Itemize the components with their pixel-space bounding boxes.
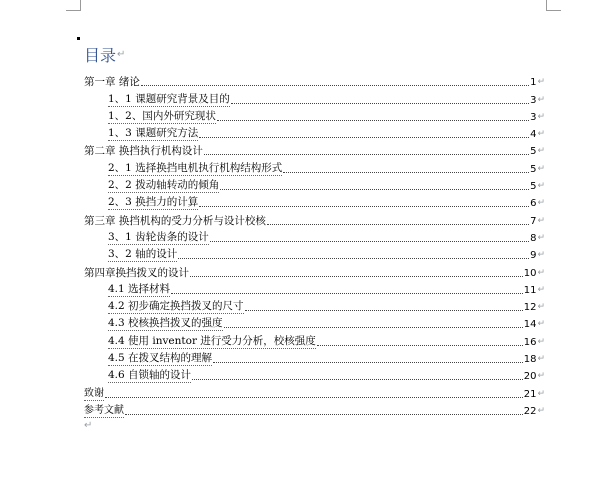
toc-dot-leader: [217, 119, 529, 121]
toc-dot-leader: [283, 171, 529, 173]
toc-dot-leader: [178, 257, 529, 259]
toc-page-number[interactable]: 11: [523, 284, 537, 296]
toc-entry[interactable]: [84, 297, 545, 314]
toc-page-number[interactable]: 22: [523, 405, 537, 417]
toc-page-number[interactable]: 8: [530, 232, 537, 244]
toc-entry-label[interactable]: 4.4 使用 inventor 进行受力分析，校核强度: [108, 334, 316, 347]
toc-dot-leader: [190, 275, 523, 277]
toc-dot-leader: [171, 292, 523, 294]
toc-entry-label[interactable]: 2、2 拨动轴转动的倾角: [108, 179, 220, 192]
toc-dot-leader: [125, 413, 523, 415]
toc-entry-label[interactable]: 2、3 换挡力的计算: [108, 196, 199, 209]
paragraph-mark-icon: ↵: [537, 129, 545, 140]
toc-entry[interactable]: [84, 280, 545, 297]
toc-dot-leader: [192, 378, 523, 380]
toc-entry[interactable]: [84, 245, 545, 262]
toc-entry[interactable]: [84, 366, 545, 383]
toc-page-number[interactable]: 5: [530, 163, 537, 175]
paragraph-mark-icon: ↵: [537, 302, 545, 313]
toc-entry-label[interactable]: 第二章 换挡执行机构设计: [84, 145, 203, 158]
toc-page-number[interactable]: 12: [523, 302, 537, 314]
toc-entry-label[interactable]: 参考文献: [84, 404, 124, 416]
table-of-contents: [84, 72, 545, 418]
toc-page-number[interactable]: 1: [530, 77, 537, 89]
toc-page-number[interactable]: 4: [530, 129, 537, 141]
paragraph-mark-icon: ↵: [537, 198, 545, 209]
paragraph-mark-icon: ↵: [537, 284, 545, 295]
toc-entry-label[interactable]: 致谢: [84, 387, 104, 399]
paragraph-mark-icon: ↵: [117, 48, 126, 60]
toc-page-number[interactable]: 9: [530, 250, 537, 262]
toc-title-row: [84, 42, 125, 66]
paragraph-mark-icon: ↵: [537, 250, 545, 261]
paragraph-mark-icon: ↵: [537, 405, 545, 416]
toc-entry-label[interactable]: 1、2、国内外研究现状: [108, 109, 216, 122]
toc-entry[interactable]: [84, 124, 545, 141]
toc-entry[interactable]: [84, 158, 545, 175]
toc-dot-leader: [199, 205, 529, 207]
toc-page-number[interactable]: 14: [523, 319, 537, 331]
paragraph-mark-icon: ↵: [537, 371, 545, 382]
toc-page-number[interactable]: 21: [523, 388, 537, 400]
margin-corner-top-left: [66, 0, 81, 11]
toc-dot-leader: [231, 102, 529, 104]
toc-entry-label[interactable]: 1、1 课题研究背景及目的: [108, 92, 230, 105]
toc-entry[interactable]: [84, 176, 545, 193]
paragraph-mark-icon: ↵: [537, 336, 545, 347]
paragraph-mark-icon: ↵: [84, 420, 93, 431]
toc-entry-label[interactable]: 4.1 选择材料: [108, 282, 171, 295]
toc-entry[interactable]: [84, 349, 545, 366]
toc-page-number[interactable]: 10: [523, 267, 537, 279]
toc-dot-leader: [245, 309, 523, 311]
toc-page-number[interactable]: 20: [523, 371, 537, 383]
toc-dot-leader: [204, 153, 529, 155]
paragraph-mark-icon: ↵: [537, 163, 545, 174]
toc-entry[interactable]: [84, 141, 545, 158]
toc-page-number[interactable]: 3: [530, 111, 537, 123]
toc-entry[interactable]: [84, 89, 545, 106]
toc-entry-label[interactable]: 1、3 课题研究方法: [108, 127, 199, 140]
paragraph-mark-icon: ↵: [537, 232, 545, 243]
toc-entry-label[interactable]: 4.6 自锁轴的设计: [108, 369, 192, 382]
toc-entry-label[interactable]: 第三章 换挡机构的受力分析与设计校核: [84, 214, 266, 227]
paragraph-mark-icon: ↵: [537, 77, 545, 88]
toc-page-number[interactable]: 5: [530, 181, 537, 193]
paragraph-mark-icon: ↵: [537, 388, 545, 399]
toc-dot-leader: [105, 396, 523, 398]
toc-entry-label[interactable]: 2、1 选择换挡电机执行机构结构形式: [108, 161, 283, 174]
toc-entry[interactable]: [84, 331, 545, 348]
toc-dot-leader: [220, 188, 529, 190]
toc-entry[interactable]: [84, 193, 545, 210]
toc-dot-leader: [213, 361, 523, 363]
toc-entry[interactable]: [84, 228, 545, 245]
margin-corner-top-right: [546, 0, 561, 11]
toc-entry-label[interactable]: 3、1 齿轮齿条的设计: [108, 230, 209, 243]
toc-page-number[interactable]: 5: [530, 146, 537, 158]
toc-entry[interactable]: [84, 72, 545, 89]
toc-dot-leader: [141, 84, 529, 86]
toc-entry[interactable]: [84, 262, 545, 279]
toc-dot-leader: [210, 240, 529, 242]
toc-entry-label[interactable]: 4.2 初步确定换挡拨叉的尺寸: [108, 300, 244, 313]
toc-page-number[interactable]: 3: [530, 94, 537, 106]
toc-entry[interactable]: [84, 383, 545, 400]
toc-entry[interactable]: [84, 401, 545, 418]
toc-entry-label[interactable]: 4.5 在拨叉结构的理解: [108, 352, 213, 365]
toc-page-number[interactable]: 16: [523, 336, 537, 348]
paragraph-mark-icon: ↵: [537, 319, 545, 330]
toc-entry-label[interactable]: 4.3 校核换挡拨叉的强度: [108, 317, 223, 330]
toc-page-number[interactable]: 7: [530, 215, 537, 227]
toc-dot-leader: [317, 344, 523, 346]
toc-entry-label[interactable]: 第四章换挡拨叉的设计: [84, 266, 189, 279]
toc-title: 目录: [84, 45, 117, 65]
toc-entry[interactable]: [84, 210, 545, 227]
paragraph-mark-icon: ↵: [537, 146, 545, 157]
toc-entry-label[interactable]: 3、2 轴的设计: [108, 248, 178, 261]
paragraph-mark-icon: ↵: [537, 215, 545, 226]
paragraph-mark-icon: ↵: [537, 94, 545, 105]
toc-entry-label[interactable]: 第一章 绪论: [84, 76, 140, 89]
paragraph-mark-icon: ↵: [537, 111, 545, 122]
toc-dot-leader: [199, 136, 529, 138]
paragraph-mark-icon: ↵: [537, 181, 545, 192]
toc-dot-leader: [224, 326, 523, 328]
toc-entry[interactable]: [84, 107, 545, 124]
toc-entry[interactable]: [84, 314, 545, 331]
toc-page-number[interactable]: 18: [523, 354, 537, 366]
paragraph-mark-icon: ↵: [537, 267, 545, 278]
paragraph-anchor-dot: [77, 37, 80, 40]
toc-page-number[interactable]: 6: [530, 198, 537, 210]
paragraph-mark-icon: ↵: [537, 354, 545, 365]
toc-dot-leader: [267, 223, 529, 225]
